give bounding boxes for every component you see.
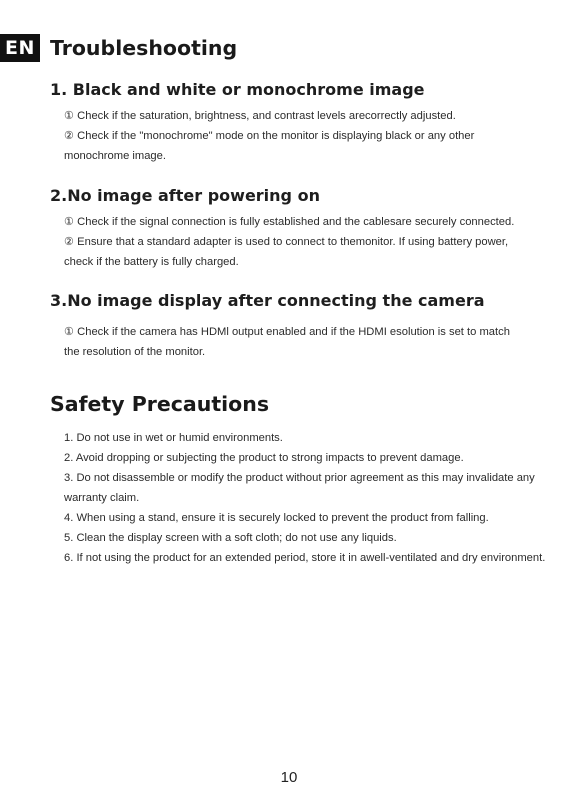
safety-item-6: 6. If not using the product for an extended period, store it in awell-ventilated and dry environment. [64, 552, 546, 564]
section-title-no-image-power: 2.No image after powering on [50, 186, 320, 205]
safety-item-3-continued: warranty claim. [64, 492, 140, 504]
section1-line-3: monochrome image. [64, 150, 166, 162]
safety-item-3: 3. Do not disassemble or modify the product without prior agreement as this may invalidate any [64, 472, 535, 484]
section3-line-2: the resolution of the monitor. [64, 346, 206, 358]
section1-line-2: ② Check if the "monochrome" mode on the monitor is displaying black or any other [64, 130, 475, 142]
safety-item-2: 2. Avoid dropping or subjecting the product to strong impacts to prevent damage. [64, 452, 464, 464]
language-badge: EN [0, 34, 40, 62]
section3-line-1: ① Check if the camera has HDMl output enabled and if the HDMI esolution is set to match [64, 326, 510, 338]
safety-title: Safety Precautions [50, 392, 270, 416]
section2-line-3: check if the battery is fully charged. [64, 256, 239, 268]
page-title: Troubleshooting [50, 36, 238, 60]
section-title-monochrome: 1. Black and white or monochrome image [50, 80, 425, 99]
page-number: 10 [280, 769, 298, 786]
section2-line-1: ① Check if the signal connection is fully established and the cablesare securely connected. [64, 216, 515, 228]
safety-item-5: 5. Clean the display screen with a soft cloth; do not use any liquids. [64, 532, 397, 544]
section-title-no-image-camera: 3.No image display after connecting the camera [50, 291, 485, 310]
safety-item-1: 1. Do not use in wet or humid environments. [64, 432, 283, 444]
safety-item-4: 4. When using a stand, ensure it is securely locked to prevent the product from falling. [64, 512, 489, 524]
section2-line-2: ② Ensure that a standard adapter is used to connect to themonitor. If using battery power, [64, 236, 509, 248]
section1-line-1: ① Check if the saturation, brightness, and contrast levels arecorrectly adjusted. [64, 110, 456, 122]
